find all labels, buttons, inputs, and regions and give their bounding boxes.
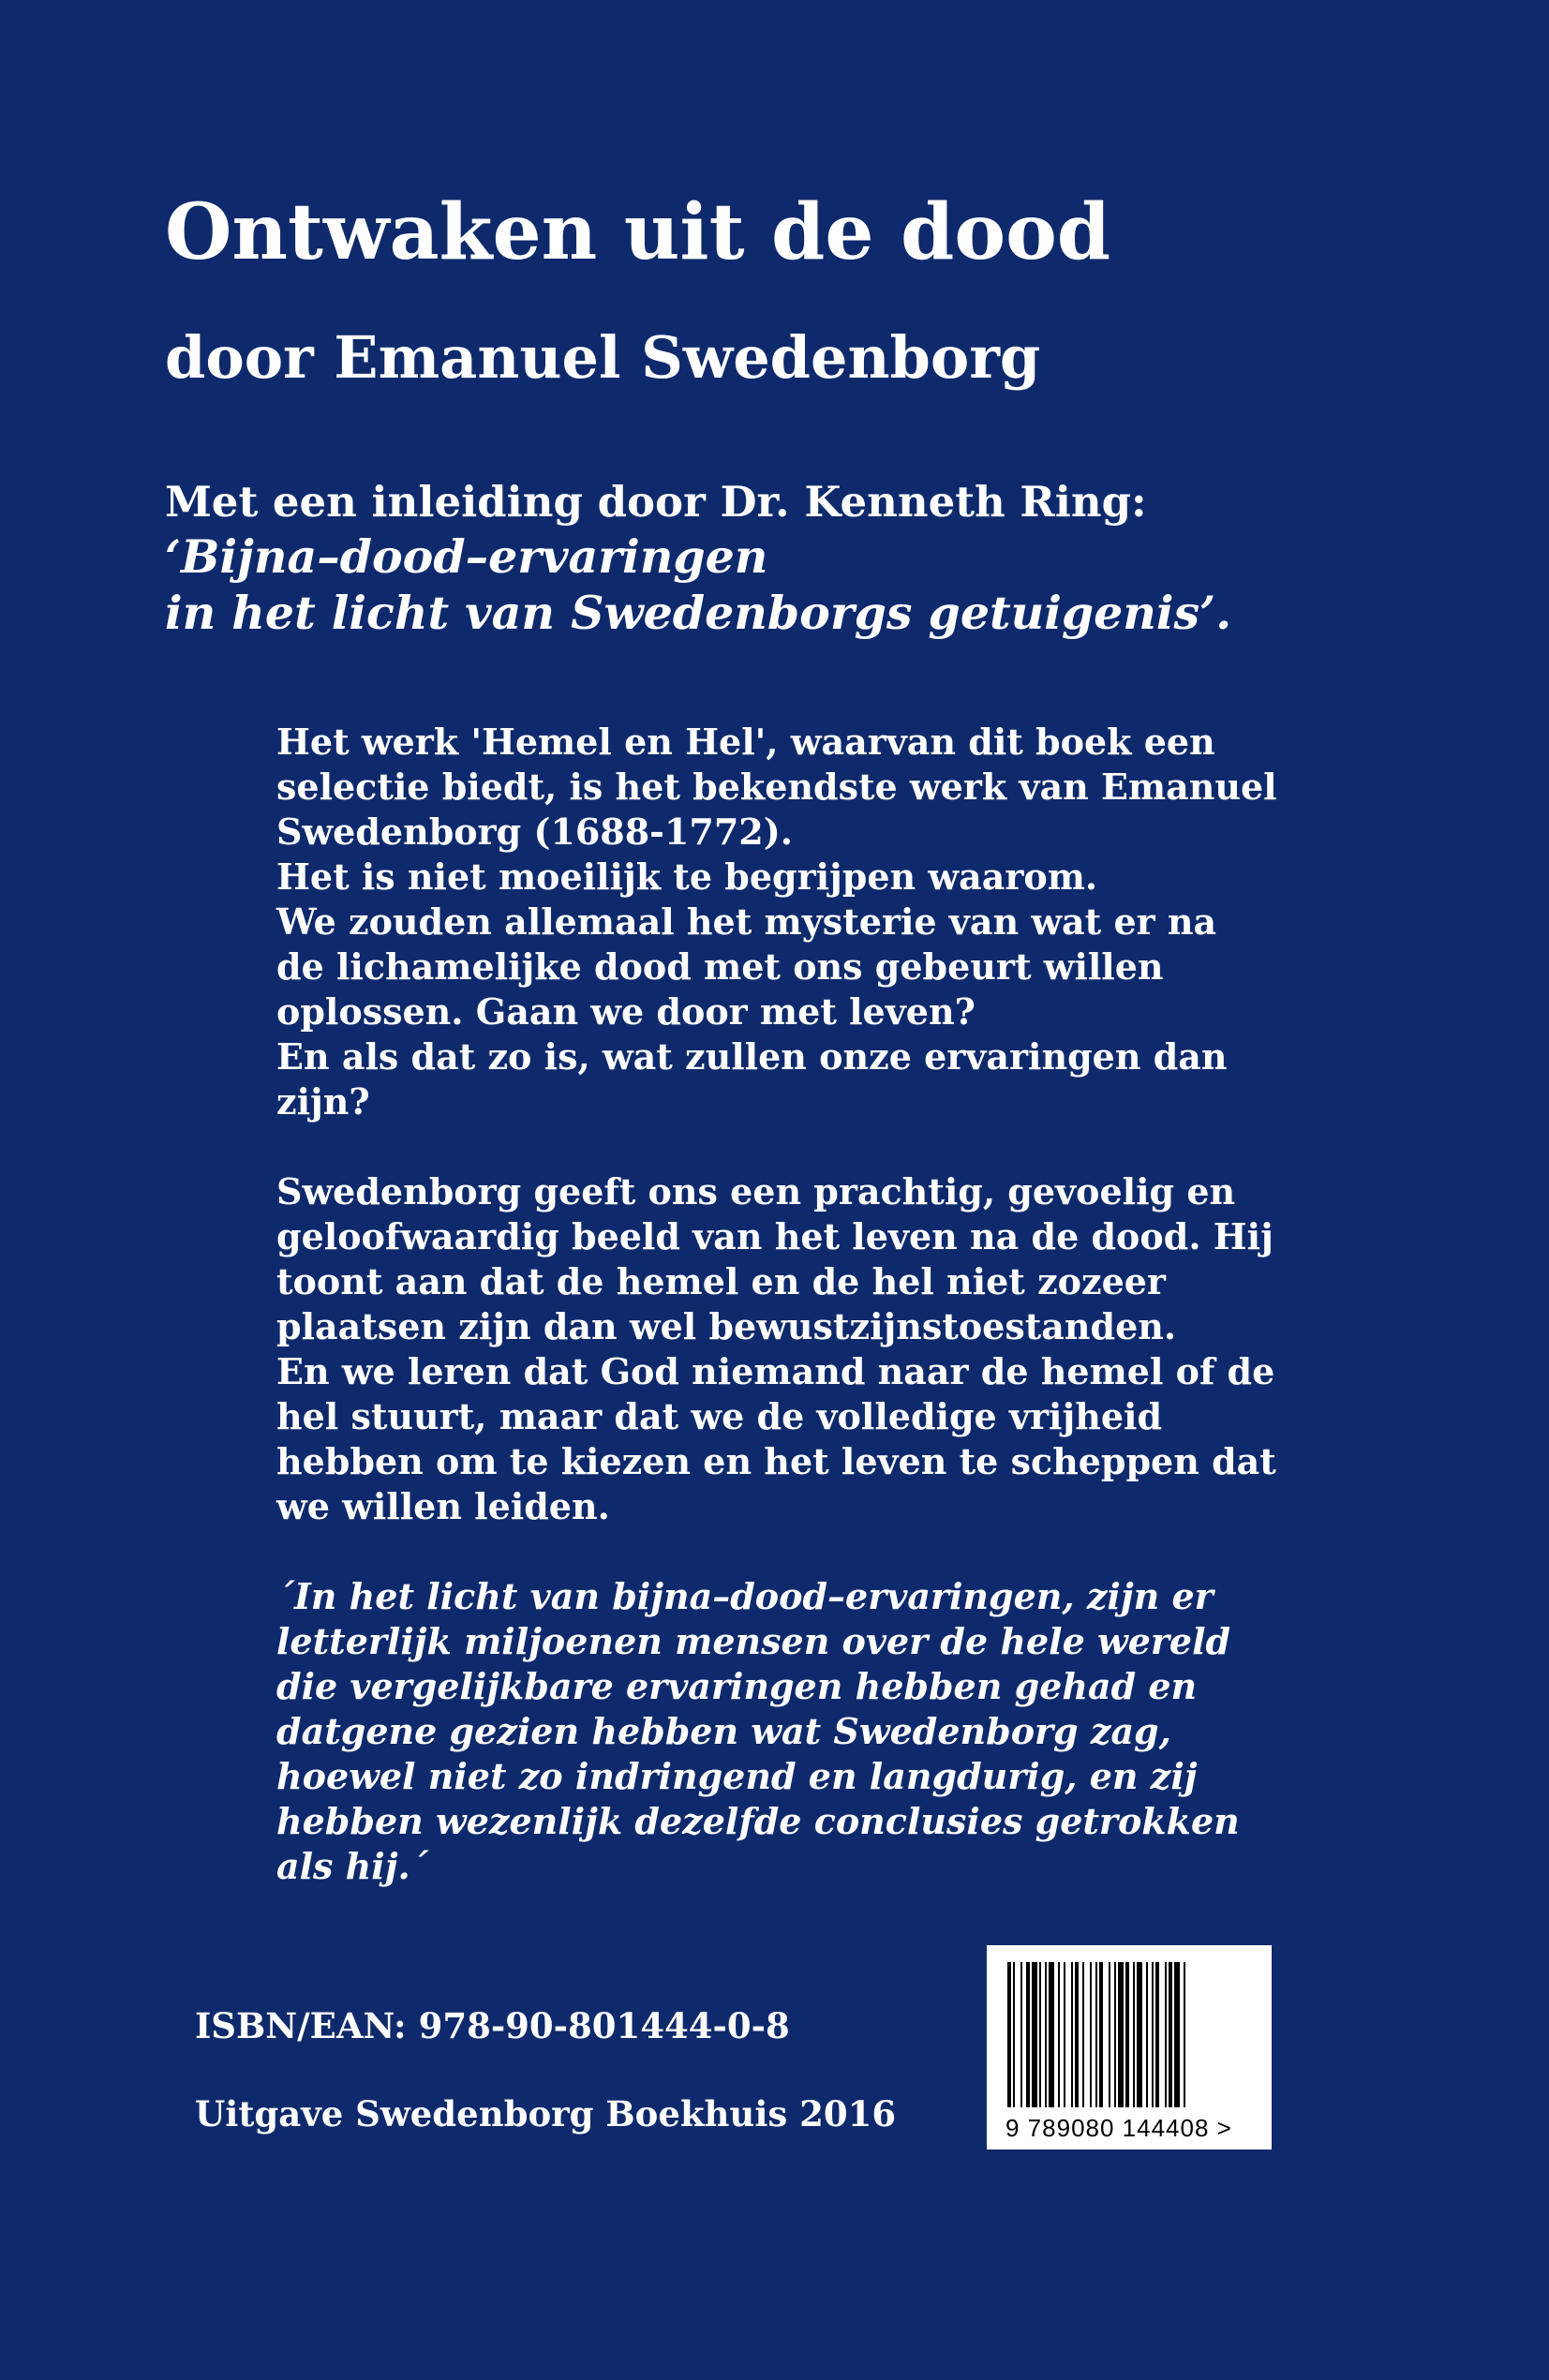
blurb-line: En we leren dat God niemand naar de hemel of de [276, 1350, 1275, 1392]
quote-line: datgene gezien hebben wat Swedenborg zag, [276, 1710, 1171, 1752]
barcode-bar [1099, 1962, 1103, 2107]
paragraph-gap [276, 1124, 1298, 1169]
isbn-text: ISBN/EAN: 978-90-801444-0-8 [195, 2005, 790, 2046]
barcode-bar [1133, 1962, 1135, 2107]
blurb-line: geloofwaardig beeld van het leven na de dood. Hij [276, 1215, 1273, 1257]
barcode-bar [1026, 1962, 1030, 2107]
barcode-bar [1114, 1962, 1116, 2107]
quote-line: hebben wezenlijk dezelfde conclusies getrokken [276, 1800, 1240, 1842]
barcode-bar [1155, 1962, 1159, 2107]
barcode-bar [1137, 1962, 1142, 2107]
blurb-line: Swedenborg (1688-1772). [276, 811, 793, 853]
barcode-bar [1058, 1962, 1060, 2107]
intro-block [165, 476, 1231, 641]
intro-title-line-1: ‘Bijna–dood–ervaringen [165, 529, 768, 584]
blurb-line: toont aan dat de hemel en de hel niet zozeer [276, 1260, 1166, 1302]
quote-line: als hij.´ [276, 1845, 428, 1887]
blurb-line: we willen leiden. [276, 1485, 610, 1527]
paragraph-gap [276, 1529, 1298, 1574]
author-line: door Emanuel Swedenborg [165, 323, 1041, 392]
barcode-bar [1095, 1962, 1097, 2107]
book-title: Ontwaken uit de dood [165, 187, 1111, 277]
blurb-line: Het werk 'Hemel en Hel', waarvan dit boek een [276, 721, 1215, 763]
barcode-bar [1184, 1962, 1185, 2107]
barcode-bar [1045, 1962, 1047, 2107]
blurb-line: zijn? [276, 1080, 370, 1123]
blurb-line: oplossen. Gaan we door met leven? [276, 990, 976, 1033]
barcode-bar [1007, 1962, 1011, 2107]
barcode-bar [1118, 1962, 1124, 2107]
barcode-bar [1013, 1962, 1015, 2107]
blurb-line: Het is niet moeilijk te begrijpen waarom. [276, 855, 1098, 898]
publisher-text: Uitgave Swedenborg Boekhuis 2016 [195, 2093, 897, 2135]
barcode-bar [1152, 1962, 1154, 2107]
barcode-bar [1039, 1962, 1041, 2107]
blurb-line: En als dat zo is, wat zullen onze ervaringen dan [276, 1035, 1228, 1078]
blurb-text [276, 720, 1298, 1889]
barcode-bar [1109, 1962, 1110, 2107]
blurb-line: Swedenborg geeft ons een prachtig, gevoelig en [276, 1170, 1236, 1212]
barcode-bar [1082, 1962, 1084, 2107]
quote-line: die vergelijkbare ervaringen hebben gehad en [276, 1665, 1198, 1707]
quote-line: letterlijk miljoenen mensen over de hele wereld [276, 1620, 1231, 1662]
barcode-bar [1049, 1962, 1054, 2107]
barcode [987, 1945, 1272, 2149]
barcode-bar [1174, 1962, 1180, 2107]
barcode-bar [1146, 1962, 1148, 2107]
intro-line: Met een inleiding door Dr. Kenneth Ring: [165, 477, 1147, 527]
blurb-line: hel stuurt, maar dat we de volledige vrijheid [276, 1395, 1163, 1437]
barcode-bar [1075, 1962, 1079, 2107]
barcode-bar [1090, 1962, 1092, 2107]
intro-title-line-2: in het licht van Swedenborgs getuigenis’. [165, 586, 1232, 640]
barcode-bar [1032, 1962, 1037, 2107]
barcode-bar [1020, 1962, 1022, 2107]
barcode-bar [1169, 1962, 1172, 2107]
blurb-line: de lichamelijke dood met ons gebeurt willen [276, 945, 1164, 988]
blurb-line: hebben om te kiezen en het leven te scheppen dat [276, 1440, 1276, 1482]
barcode-digits: 9 789080 144408 > [1005, 2114, 1232, 2142]
quote-line: ´In het licht van bijna–dood–ervaringen, zijn er [276, 1575, 1214, 1617]
quote-line: hoewel niet zo indringend en langdurig, en zij [276, 1755, 1198, 1797]
blurb-line: selectie biedt, is het bekendste werk van Emanuel [276, 766, 1277, 808]
barcode-bar [1064, 1962, 1065, 2107]
barcode-bar [1165, 1962, 1167, 2107]
blurb-line: We zouden allemaal het mysterie van wat er na [276, 900, 1217, 943]
barcode-bar [1071, 1962, 1073, 2107]
blurb-line: plaatsen zijn dan wel bewustzijnstoestanden. [276, 1305, 1177, 1347]
barcode-bar [1125, 1962, 1129, 2107]
